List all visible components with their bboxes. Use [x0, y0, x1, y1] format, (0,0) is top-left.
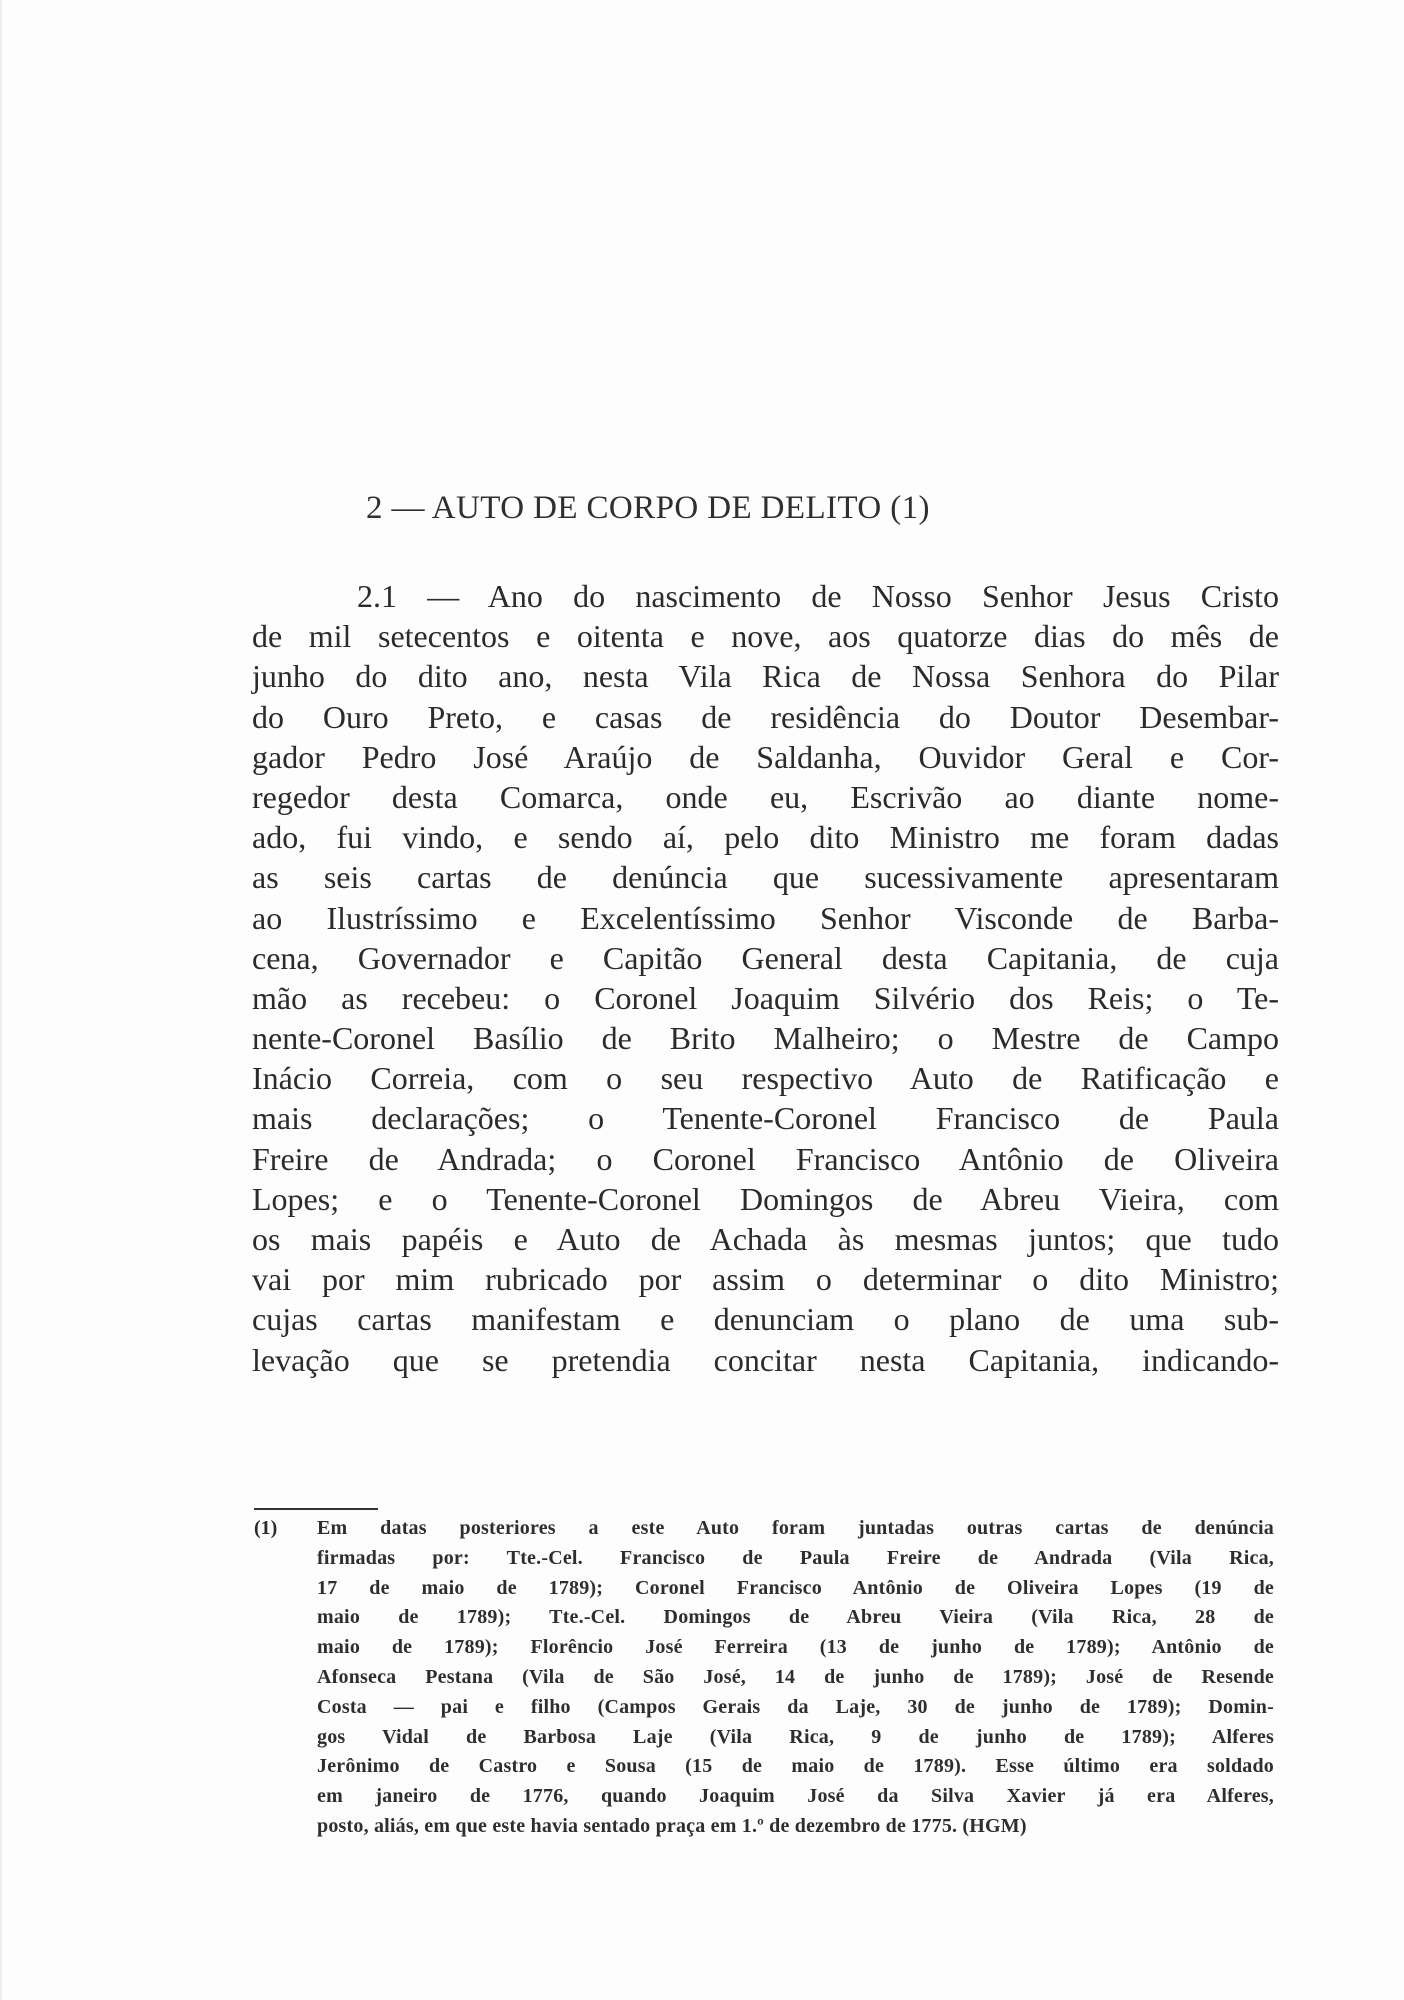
footnote-line: maio de 1789); Tte.-Cel. Domingos de Abreu Vieira (Vila Rica, 28 de: [317, 1606, 1274, 1629]
footnote-line: em janeiro de 1776, quando Joaquim José da Silva Xavier já era Alferes,: [317, 1785, 1274, 1808]
body-line: ao Ilustríssimo e Excelentíssimo Senhor Visconde de Barba-: [252, 899, 1279, 936]
footnote-line: Jerônimo de Castro e Sousa (15 de maio de 1789). Esse último era soldado: [317, 1755, 1274, 1778]
body-line: Inácio Correia, com o seu respectivo Auto de Ratificação e: [252, 1060, 1279, 1097]
footnote-marker: (1): [254, 1517, 278, 1539]
body-line: levação que se pretendia concitar nesta Capitania, indicando-: [252, 1341, 1279, 1378]
footnote-separator-rule: [254, 1508, 378, 1510]
body-paragraph: [252, 576, 1279, 1380]
body-line: de mil setecentos e oitenta e nove, aos quatorze dias do mês de: [252, 618, 1279, 655]
footnote-line: maio de 1789); Florêncio José Ferreira (13 de junho de 1789); Antônio de: [317, 1636, 1274, 1659]
footnote-line: Afonseca Pestana (Vila de São José, 14 de junho de 1789); José de Resende: [317, 1665, 1274, 1688]
body-line: os mais papéis e Auto de Achada às mesmas juntos; que tudo: [252, 1221, 1279, 1257]
footnote-line: firmadas por: Tte.-Cel. Francisco de Paula Freire de Andrada (Vila Rica,: [317, 1546, 1274, 1569]
body-line: nente-Coronel Basílio de Brito Malheiro; o Mestre de Campo: [252, 1020, 1279, 1057]
body-line: regedor desta Comarca, onde eu, Escrivão ao diante nome-: [252, 778, 1279, 815]
footnote-text: [317, 1514, 1274, 1842]
section-heading: 2 — AUTO DE CORPO DE DELITO (1): [366, 490, 930, 527]
body-line: vai por mim rubricado por assim o determinar o dito Ministro;: [252, 1261, 1279, 1298]
footnote-line: Em datas posteriores a este Auto foram juntadas outras cartas de denúncia: [317, 1517, 1274, 1539]
body-line: 2.1 — Ano do nascimento de Nosso Senhor Jesus Cristo: [357, 578, 1279, 614]
body-line: Lopes; e o Tenente-Coronel Domingos de Abreu Vieira, com: [252, 1180, 1279, 1217]
page-binding-edge: [0, 0, 3, 2000]
footnote-line: Costa — pai e filho (Campos Gerais da Laje, 30 de junho de 1789); Domin-: [317, 1695, 1274, 1718]
body-line: gador Pedro José Araújo de Saldanha, Ouvidor Geral e Cor-: [252, 738, 1279, 775]
body-line: do Ouro Preto, e casas de residência do Doutor Desembar-: [252, 698, 1279, 735]
body-line: mão as recebeu: o Coronel Joaquim Silvério dos Reis; o Te-: [252, 979, 1279, 1016]
body-line: cena, Governador e Capitão General desta Capitania, de cuja: [252, 939, 1279, 976]
body-line: mais declarações; o Tenente-Coronel Francisco de Paula: [252, 1100, 1279, 1137]
footnote-line: 17 de maio de 1789); Coronel Francisco Antônio de Oliveira Lopes (19 de: [317, 1576, 1274, 1599]
body-line: Freire de Andrada; o Coronel Francisco Antônio de Oliveira: [252, 1140, 1279, 1177]
body-line: cujas cartas manifestam e denunciam o plano de uma sub-: [252, 1301, 1279, 1338]
body-line: junho do dito ano, nesta Vila Rica de Nossa Senhora do Pilar: [252, 658, 1279, 695]
body-line: ado, fui vindo, e sendo aí, pelo dito Ministro me foram dadas: [252, 819, 1279, 856]
body-line: as seis cartas de denúncia que sucessivamente apresentaram: [252, 859, 1279, 896]
footnote-line: posto, aliás, em que este havia sentado praça em 1.º de dezembro de 1775. (HGM): [317, 1814, 1027, 1837]
footnote-line: gos Vidal de Barbosa Laje (Vila Rica, 9 de junho de 1789); Alferes: [317, 1725, 1274, 1748]
